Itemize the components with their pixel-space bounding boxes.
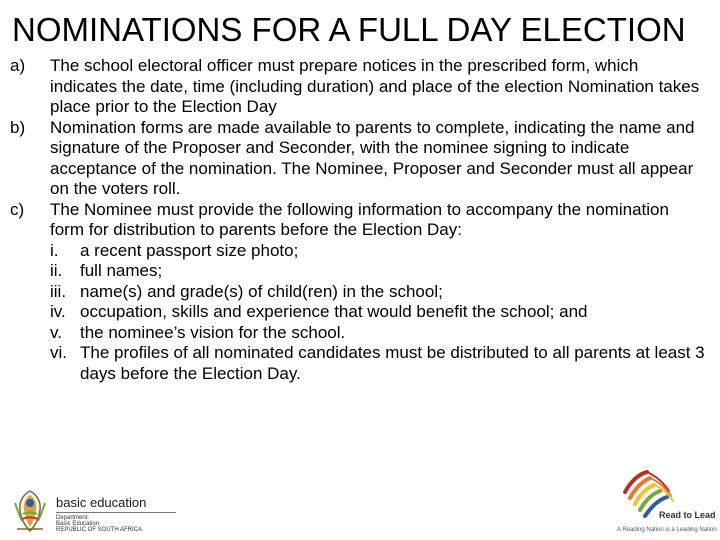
item-text: The Nominee must provide the following information to accompany the nomination form for distribution to parents before the Election Day:: [50, 199, 669, 239]
item-text: The school electoral officer must prepare notices in the prescribed form, which indicates the date, time (including duration) and place of the election Nomination takes place prior to the Election Day: [50, 56, 700, 116]
subitem-text: a recent passport size photo;: [80, 240, 299, 260]
subitem-marker: iv.: [50, 302, 66, 321]
country-name: REPUBLIC OF SOUTH AFRICA: [56, 527, 143, 533]
item-marker: b): [10, 117, 26, 137]
basic-education-logo: [0, 488, 190, 540]
requirement-item: [10, 118, 705, 200]
subitem-marker: v.: [50, 322, 62, 342]
nominee-information-item: [10, 241, 705, 262]
subitem-text: The profiles of all nominated candidates must be distributed to all parents at least 3 days before the Election Day.: [80, 343, 705, 383]
nominee-information-item: [10, 323, 705, 344]
slide-title: NOMINATIONS FOR A FULL DAY ELECTION: [12, 11, 686, 48]
requirement-item: [10, 56, 705, 118]
coat-of-arms-icon: [12, 488, 48, 534]
subitem-text: full names;: [80, 261, 163, 280]
subitem-text: occupation, skills and experience that would benefit the school; and: [80, 302, 588, 321]
nominee-information-item: [10, 282, 705, 303]
subitem-marker: vi.: [50, 343, 67, 362]
department-name: basic education: [56, 495, 147, 510]
item-text: Nomination forms are made available to parents to complete, indicating the name and signature of the Proposer and Seconder, with the nominee signing to indicate acceptance of the nomination. The Nominee, Proposer and Seconder must all appear on the voters roll.: [50, 117, 695, 198]
subitem-marker: iii.: [50, 281, 67, 301]
nominee-information-item: [10, 261, 705, 282]
nominee-information-item: [10, 302, 705, 323]
nominee-information-item: [10, 343, 705, 384]
department-subname: Basic Education: [56, 521, 100, 527]
nomination-requirements: [10, 56, 705, 384]
campaign-title: Read to Lead: [659, 510, 716, 520]
item-marker: c): [10, 199, 25, 219]
requirement-item: [10, 200, 705, 241]
subitem-marker: i.: [50, 240, 59, 260]
logo-divider: [56, 512, 176, 513]
department-label: Department:: [56, 515, 90, 521]
campaign-tagline: A Reading Nation is a Leading Nation: [617, 527, 717, 533]
read-to-lead-logo: [612, 458, 720, 540]
subitem-text: the nominee’s vision for the school.: [80, 322, 346, 342]
subitem-marker: ii.: [50, 261, 63, 280]
item-marker: a): [10, 56, 26, 75]
subitem-text: name(s) and grade(s) of child(ren) in the school;: [80, 281, 443, 301]
